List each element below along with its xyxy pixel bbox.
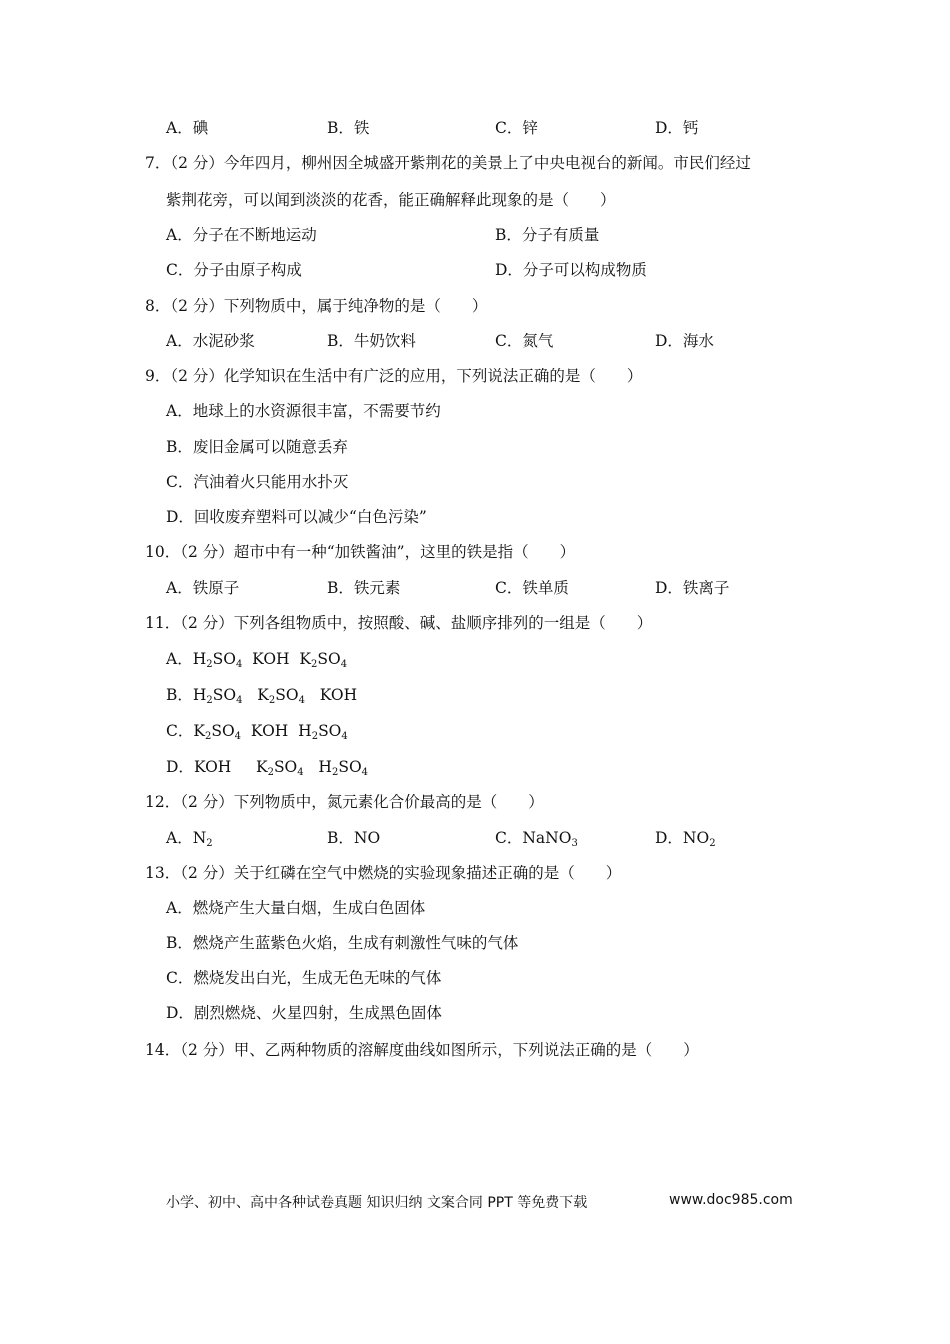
footer-url[interactable]: www.doc985.com xyxy=(669,1192,793,1208)
q7-stem: 7．（2 分）今年四月，柳州因全城盛开紫荆花的美景上了中央电视台的新闻。市民们经过 xyxy=(145,154,751,172)
q12-stem: 12．（2 分）下列物质中，氮元素化合价最高的是（ ） xyxy=(145,793,544,811)
q6-option-c: C．锌 xyxy=(495,119,538,137)
q7-option-b: B．分子有质量 xyxy=(495,226,600,244)
q12-option-b: B．NO xyxy=(327,829,381,847)
q11-option-a: A．$H_2SO_4$ KOH $K_2SO_4$ xyxy=(166,650,348,670)
q8-stem: 8．（2 分）下列物质中，属于纯净物的是（ ） xyxy=(145,297,488,315)
q14-stem: 14．（2 分）甲、乙两种物质的溶解度曲线如图所示，下列说法正确的是（ ） xyxy=(145,1041,699,1059)
q13-option-a: A．燃烧产生大量白烟，生成白色固体 xyxy=(166,899,426,917)
q13-option-d: D．剧烈燃烧、火星四射，生成黑色固体 xyxy=(166,1004,442,1022)
q7-stem-cont: 紫荆花旁，可以闻到淡淡的花香，能正确解释此现象的是（ ） xyxy=(166,191,616,209)
q11-stem: 11．（2 分）下列各组物质中，按照酸、碱、盐顺序排列的一组是（ ） xyxy=(145,614,653,632)
q12-option-c: C．NaNO$_3$ xyxy=(495,829,578,849)
q10-option-a: A．铁原子 xyxy=(166,579,240,597)
q7-option-c: C．分子由原子构成 xyxy=(166,261,302,279)
q11-option-c: C．$K_2SO_4$ KOH $H_2SO_4$ xyxy=(166,722,348,742)
q9-stem: 9．（2 分）化学知识在生活中有广泛的应用，下列说法正确的是（ ） xyxy=(145,367,643,385)
q7-option-d: D．分子可以构成物质 xyxy=(495,261,647,279)
page-footer xyxy=(166,1192,793,1212)
q6-option-a: A．碘 xyxy=(166,119,209,137)
q7-option-a: A．分子在不断地运动 xyxy=(166,226,317,244)
q13-option-b: B．燃烧产生蓝紫色火焰，生成有刺激性气味的气体 xyxy=(166,934,519,952)
q13-option-c: C．燃烧发出白光，生成无色无味的气体 xyxy=(166,969,442,987)
q9-option-d: D．回收废弃塑料可以减少“白色污染” xyxy=(166,508,427,526)
q11-option-d: D．KOH $K_2SO_4$ $H_2SO_4$ xyxy=(166,758,369,778)
q12-option-d: D．$NO_2$ xyxy=(655,829,716,849)
q8-option-b: B．牛奶饮料 xyxy=(327,332,416,350)
q10-option-c: C．铁单质 xyxy=(495,579,569,597)
q10-stem: 10．（2 分）超市中有一种“加铁酱油”，这里的铁是指（ ） xyxy=(145,543,576,561)
q11-option-b: B．$H_2SO_4$ $K_2SO_4$ KOH xyxy=(166,686,358,706)
q10-option-b: B．铁元素 xyxy=(327,579,401,597)
q10-option-d: D．铁离子 xyxy=(655,579,730,597)
q8-option-d: D．海水 xyxy=(655,332,714,350)
q8-option-a: A．水泥砂浆 xyxy=(166,332,255,350)
q9-option-b: B．废旧金属可以随意丢弃 xyxy=(166,438,348,456)
q12-option-a: A．$N_2$ xyxy=(166,829,213,849)
footer-text: 小学、初中、高中各种试卷真题 知识归纳 文案合同 PPT 等免费下载 xyxy=(166,1195,588,1211)
q6-option-d: D．钙 xyxy=(655,119,699,137)
q6-option-b: B．铁 xyxy=(327,119,370,137)
q8-option-c: C．氮气 xyxy=(495,332,554,350)
q13-stem: 13．（2 分）关于红磷在空气中燃烧的实验现象描述正确的是（ ） xyxy=(145,864,622,882)
q9-option-a: A．地球上的水资源很丰富，不需要节约 xyxy=(166,402,441,420)
q9-option-c: C．汽油着火只能用水扑灭 xyxy=(166,473,349,491)
